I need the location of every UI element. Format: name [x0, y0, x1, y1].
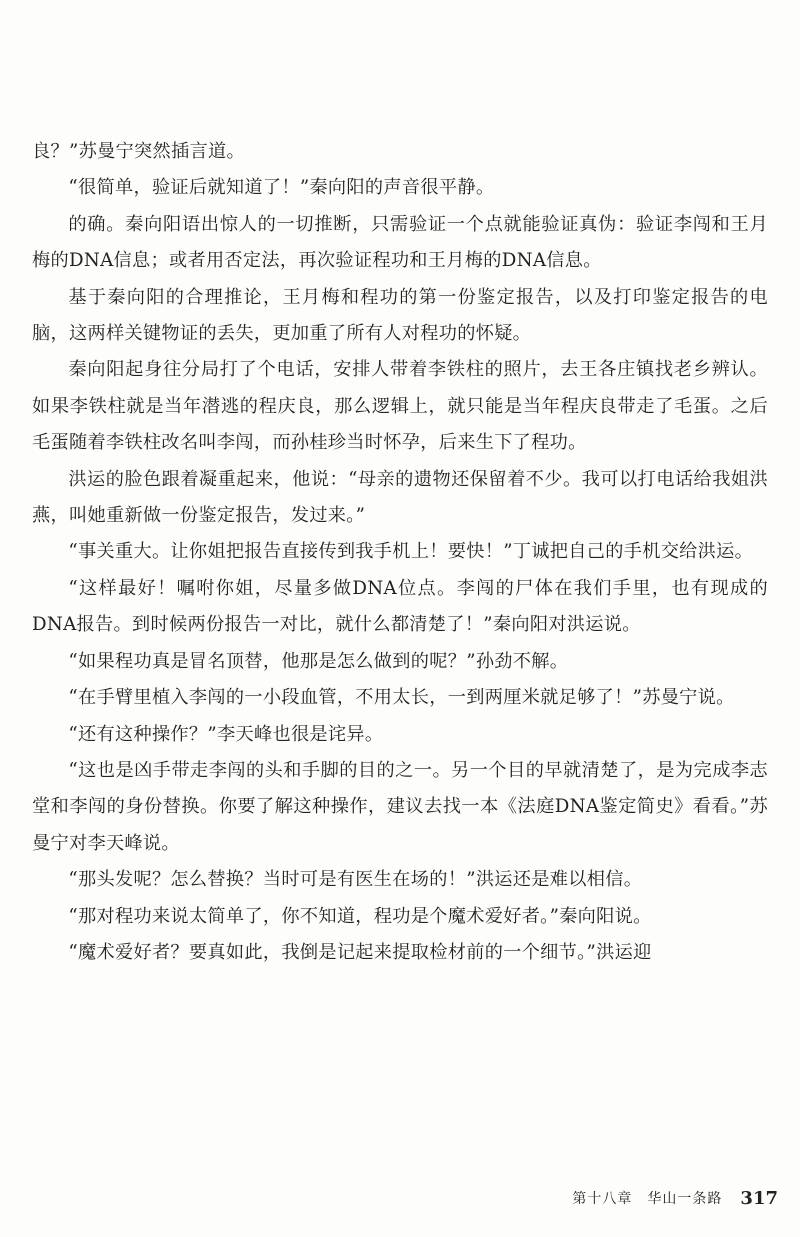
- paragraph-6: 洪运的脸色跟着凝重起来，他说：“母亲的遗物还保留着不少。我可以打电话给我姐洪燕，叫她重新做一份鉴定报告，发过来。”: [32, 468, 768, 527]
- page-number: 317: [740, 1187, 778, 1209]
- page-footer: [572, 1183, 778, 1213]
- paragraph-11: “还有这种操作？”李天峰也很是诧异。: [68, 723, 384, 745]
- paragraph-1: 良？”苏曼宁突然插言道。: [32, 141, 245, 162]
- paragraph-13: “那头发呢？怎么替换？当时可是有医生在场的！”洪运还是难以相信。: [68, 869, 643, 891]
- body-text: [32, 134, 768, 971]
- paragraph-4: 基于秦向阳的合理推论，王月梅和程功的第一份鉴定报告，以及打印鉴定报告的电脑，这两样关键物证的丢失，更加重了所有人对程功的怀疑。: [32, 286, 768, 345]
- chapter-title: 第十八章 华山一条路: [572, 1191, 723, 1207]
- paragraph-10: “在手臂里植入李闯的一小段血管，不用太长，一到两厘米就足够了！”苏曼宁说。: [68, 687, 735, 709]
- paragraph-9: “如果程功真是冒名顶替，他那是怎么做到的呢？”孙劲不解。: [68, 650, 569, 672]
- paragraph-12: “这也是凶手带走李闯的头和手脚的目的之一。另一个目的早就清楚了，是为完成李志堂和李闯的身份替换。你要了解这种操作，建议去找一本《法庭DNA鉴定简史》看看。”苏曼宁对李天峰说。: [32, 759, 768, 854]
- paragraph-7: “事关重大。让你姐把报告直接传到我手机上！要快！”丁诚把自己的手机交给洪运。: [68, 541, 754, 563]
- paragraph-3: 的确。秦向阳语出惊人的一切推断，只需验证一个点就能验证真伪：验证李闯和王月梅的DNA信息；或者用否定法，再次验证程功和王月梅的DNA信息。: [32, 213, 768, 272]
- paragraph-8: “这样最好！嘱咐你姐，尽量多做DNA位点。李闯的尸体在我们手里，也有现成的DNA报告。到时候两份报告一对比，就什么都清楚了！”秦向阳对洪运说。: [32, 577, 768, 636]
- paragraph-5: 秦向阳起身往分局打了个电话，安排人带着李铁柱的照片，去王各庄镇找老乡辨认。如果李铁柱就是当年潜逃的程庆良，那么逻辑上，就只能是当年程庆良带走了毛蛋。之后毛蛋随着李铁柱改名叫李闯，而孙桂珍当时怀孕，后来生下了程功。: [32, 359, 768, 454]
- paragraph-2: “很简单，验证后就知道了！”秦向阳的声音很平静。: [68, 177, 495, 199]
- paragraph-15: “魔术爱好者？要真如此，我倒是记起来提取检材前的一个细节。”洪运迎: [68, 941, 652, 963]
- paragraph-14: “那对程功来说太简单了，你不知道，程功是个魔术爱好者。”秦向阳说。: [68, 905, 652, 927]
